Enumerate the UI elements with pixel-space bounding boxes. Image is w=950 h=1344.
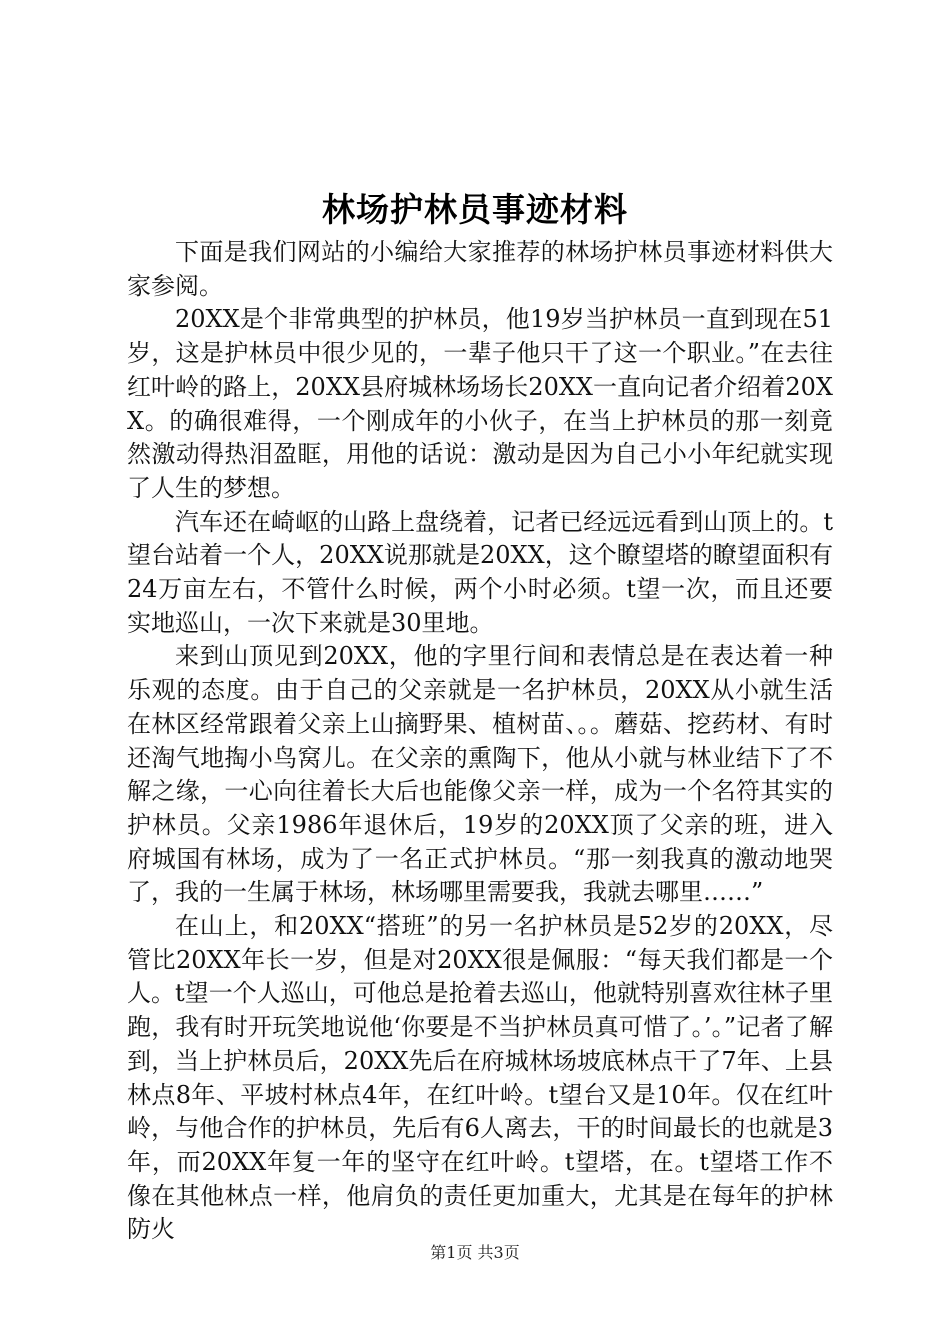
paragraph: 下面是我们网站的小编给大家推荐的林场护林员事迹材料供大家参阅。 — [127, 238, 833, 300]
paragraph: 在山上，和20XX“搭班”的另一名护林员是52岁的20XX，尽管比20XX年长一岁，但是对20XX很是佩服：“每天我们都是一个人。t望一个人巡山，可他总是抢着去巡山，他就特别喜欢往林子里跑，我有时开玩笑地说他‘你要是不当护林员真可惜了。’。”记者了解到，当上护林员后，20XX先后在府城林场坡底林点干了7年、上县林点8年、平坡村林点4年，在红叶岭。t望台又是10年。仅在红叶岭，与他合作的护林员，先后有6人离去，干的时间最长的也就是3年，而20XX年复一年的坚守在红叶岭。t望塔，在。t望塔工作不像在其他林点一样，他肩负的责任更加重大，尤其是在每年的护林防火 — [127, 912, 833, 1244]
paragraph: 来到山顶见到20XX，他的字里行间和表情总是在表达着一种乐观的态度。由于自己的父亲就是一名护林员，20XX从小就生活在林区经常跟着父亲上山摘野果、植树苗、。。蘑菇、挖药材、有时还淘气地掏小鸟窝儿。在父亲的熏陶下，他从小就与林业结下了不解之缘，一心向往着长大后也能像父亲一样，成为一个名符其实的护林员。父亲1986年退休后，19岁的20XX顶了父亲的班，进入府城国有林场，成为了一名正式护林员。“那一刻我真的激动地哭了，我的一生属于林场，林场哪里需要我，我就去哪里……” — [127, 642, 833, 907]
paragraph: 汽车还在崎岖的山路上盘绕着，记者已经远远看到山顶上的。t望台站着一个人，20XX说那就是20XX，这个瞭望塔的瞭望面积有24万亩左右，不管什么时候，两个小时必须。t望一次，而且还要实地巡山，一次下来就是30里地。 — [127, 507, 833, 637]
paragraph: 20XX是个非常典型的护林员，他19岁当护林员一直到现在51岁，这是护林员中很少见的，一辈子他只干了这一个职业。”在去往红叶岭的路上，20XX县府城林场场长20XX一直向记者介绍着20XX。的确很难得，一个刚成年的小伙子，在当上护林员的那一刻竟然激动得热泪盈眶，用他的话说：激动是因为自己小小年纪就实现了人生的梦想。 — [127, 305, 833, 502]
document-body — [127, 236, 833, 1247]
document-title: 林场护林员事迹材料 — [322, 190, 628, 229]
page-number-footer: 第1页 共3页 — [430, 1243, 520, 1262]
